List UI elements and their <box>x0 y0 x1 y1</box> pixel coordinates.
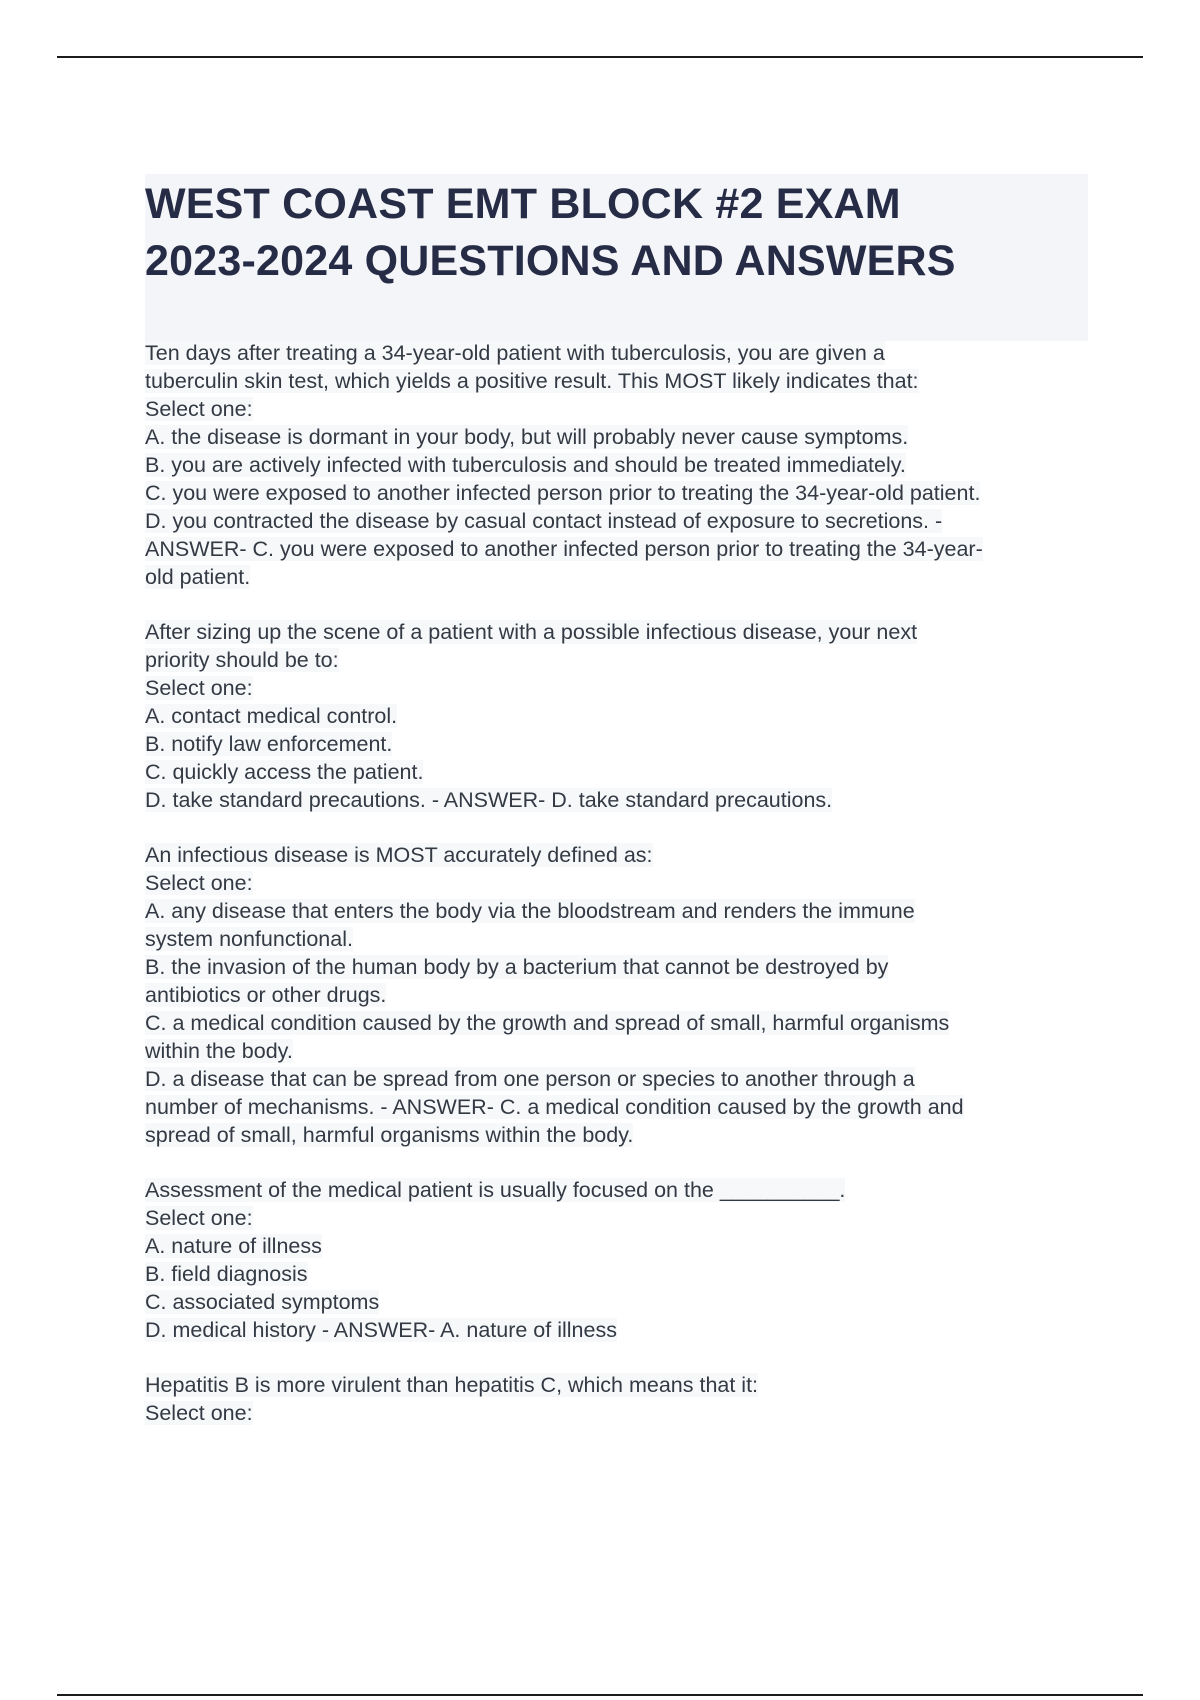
question-text: B. the invasion of the human body by a bacterium that cannot be destroyed by <box>145 955 889 979</box>
question-text-line <box>145 702 1095 730</box>
question-text-line <box>145 1399 1095 1427</box>
question-text: antibiotics or other drugs. <box>145 983 387 1007</box>
question-text: D. medical history - ANSWER- A. nature of illness <box>145 1318 617 1342</box>
question-text-line <box>145 1176 1095 1204</box>
question-text-line <box>145 451 1095 479</box>
question-text-line <box>145 730 1095 758</box>
question-text-line <box>145 535 1095 563</box>
question-text: number of mechanisms. - ANSWER- C. a medical condition caused by the growth and <box>145 1095 964 1119</box>
question-text-line <box>145 339 1095 367</box>
question-text: ANSWER- C. you were exposed to another infected person prior to treating the 34-year- <box>145 537 983 561</box>
question-text-line <box>145 563 1095 591</box>
question-text: A. the disease is dormant in your body, but will probably never cause symptoms. <box>145 425 909 449</box>
question-text-line <box>145 646 1095 674</box>
question-text: D. take standard precautions. - ANSWER- D. take standard precautions. <box>145 788 833 812</box>
question-text-line <box>145 841 1095 869</box>
question-block <box>145 1371 1095 1427</box>
questions-list <box>145 339 1095 1454</box>
question-text-line <box>145 1316 1095 1344</box>
document-title <box>145 176 1088 290</box>
document-title-line-1: WEST COAST EMT BLOCK #2 EXAM <box>145 180 901 228</box>
question-text-line <box>145 479 1095 507</box>
question-text: Select one: <box>145 871 253 895</box>
question-text: Select one: <box>145 397 253 421</box>
question-text-line <box>145 1009 1095 1037</box>
question-text-line <box>145 674 1095 702</box>
question-text: Assessment of the medical patient is usually focused on the __________. <box>145 1178 846 1202</box>
question-block <box>145 841 1095 1149</box>
question-text: within the body. <box>145 1039 293 1063</box>
question-text-line <box>145 1371 1095 1399</box>
question-text: After sizing up the scene of a patient with a possible infectious disease, your next <box>145 620 918 644</box>
question-text: Select one: <box>145 1206 253 1230</box>
question-text: Select one: <box>145 676 253 700</box>
question-text: A. contact medical control. <box>145 704 398 728</box>
question-text-line <box>145 1232 1095 1260</box>
document-title-line-2: 2023-2024 QUESTIONS AND ANSWERS <box>145 237 956 285</box>
question-text-line <box>145 367 1095 395</box>
question-text-line <box>145 1093 1095 1121</box>
question-text-line <box>145 869 1095 897</box>
question-text-line <box>145 786 1095 814</box>
question-text: An infectious disease is MOST accurately defined as: <box>145 843 653 867</box>
question-text: spread of small, harmful organisms within the body. <box>145 1123 634 1147</box>
question-text: system nonfunctional. <box>145 927 353 951</box>
question-text: Ten days after treating a 34-year-old patient with tuberculosis, you are given a <box>145 341 885 365</box>
question-block <box>145 339 1095 591</box>
question-text: D. you contracted the disease by casual contact instead of exposure to secretions. - <box>145 509 943 533</box>
bottom-divider <box>57 1694 1143 1696</box>
question-text: tuberculin skin test, which yields a positive result. This MOST likely indicates that: <box>145 369 919 393</box>
question-text-line <box>145 758 1095 786</box>
question-text-line <box>145 925 1095 953</box>
question-text: priority should be to: <box>145 648 339 672</box>
question-text-line <box>145 507 1095 535</box>
question-text: A. any disease that enters the body via the bloodstream and renders the immune <box>145 899 915 923</box>
question-text-line <box>145 981 1095 1009</box>
question-text: A. nature of illness <box>145 1234 322 1258</box>
question-text-line <box>145 395 1095 423</box>
question-text: C. quickly access the patient. <box>145 760 424 784</box>
question-text: C. a medical condition caused by the growth and spread of small, harmful organisms <box>145 1011 950 1035</box>
question-text-line <box>145 1204 1095 1232</box>
question-text-line <box>145 897 1095 925</box>
question-text-line <box>145 1037 1095 1065</box>
question-text: B. you are actively infected with tuberculosis and should be treated immediately. <box>145 453 906 477</box>
question-text: B. field diagnosis <box>145 1262 308 1286</box>
question-text: C. associated symptoms <box>145 1290 380 1314</box>
question-block <box>145 618 1095 814</box>
question-text: Hepatitis B is more virulent than hepatitis C, which means that it: <box>145 1373 759 1397</box>
question-text-line <box>145 1260 1095 1288</box>
question-text-line <box>145 1065 1095 1093</box>
question-text-line <box>145 1288 1095 1316</box>
question-text: B. notify law enforcement. <box>145 732 393 756</box>
question-text: Select one: <box>145 1401 253 1425</box>
question-text: C. you were exposed to another infected person prior to treating the 34-year-old patient. <box>145 481 981 505</box>
question-text-line <box>145 618 1095 646</box>
question-text-line <box>145 953 1095 981</box>
question-text-line <box>145 1121 1095 1149</box>
question-text: D. a disease that can be spread from one person or species to another through a <box>145 1067 915 1091</box>
question-text: old patient. <box>145 565 251 589</box>
question-text-line <box>145 423 1095 451</box>
question-block <box>145 1176 1095 1344</box>
top-divider <box>57 56 1143 58</box>
